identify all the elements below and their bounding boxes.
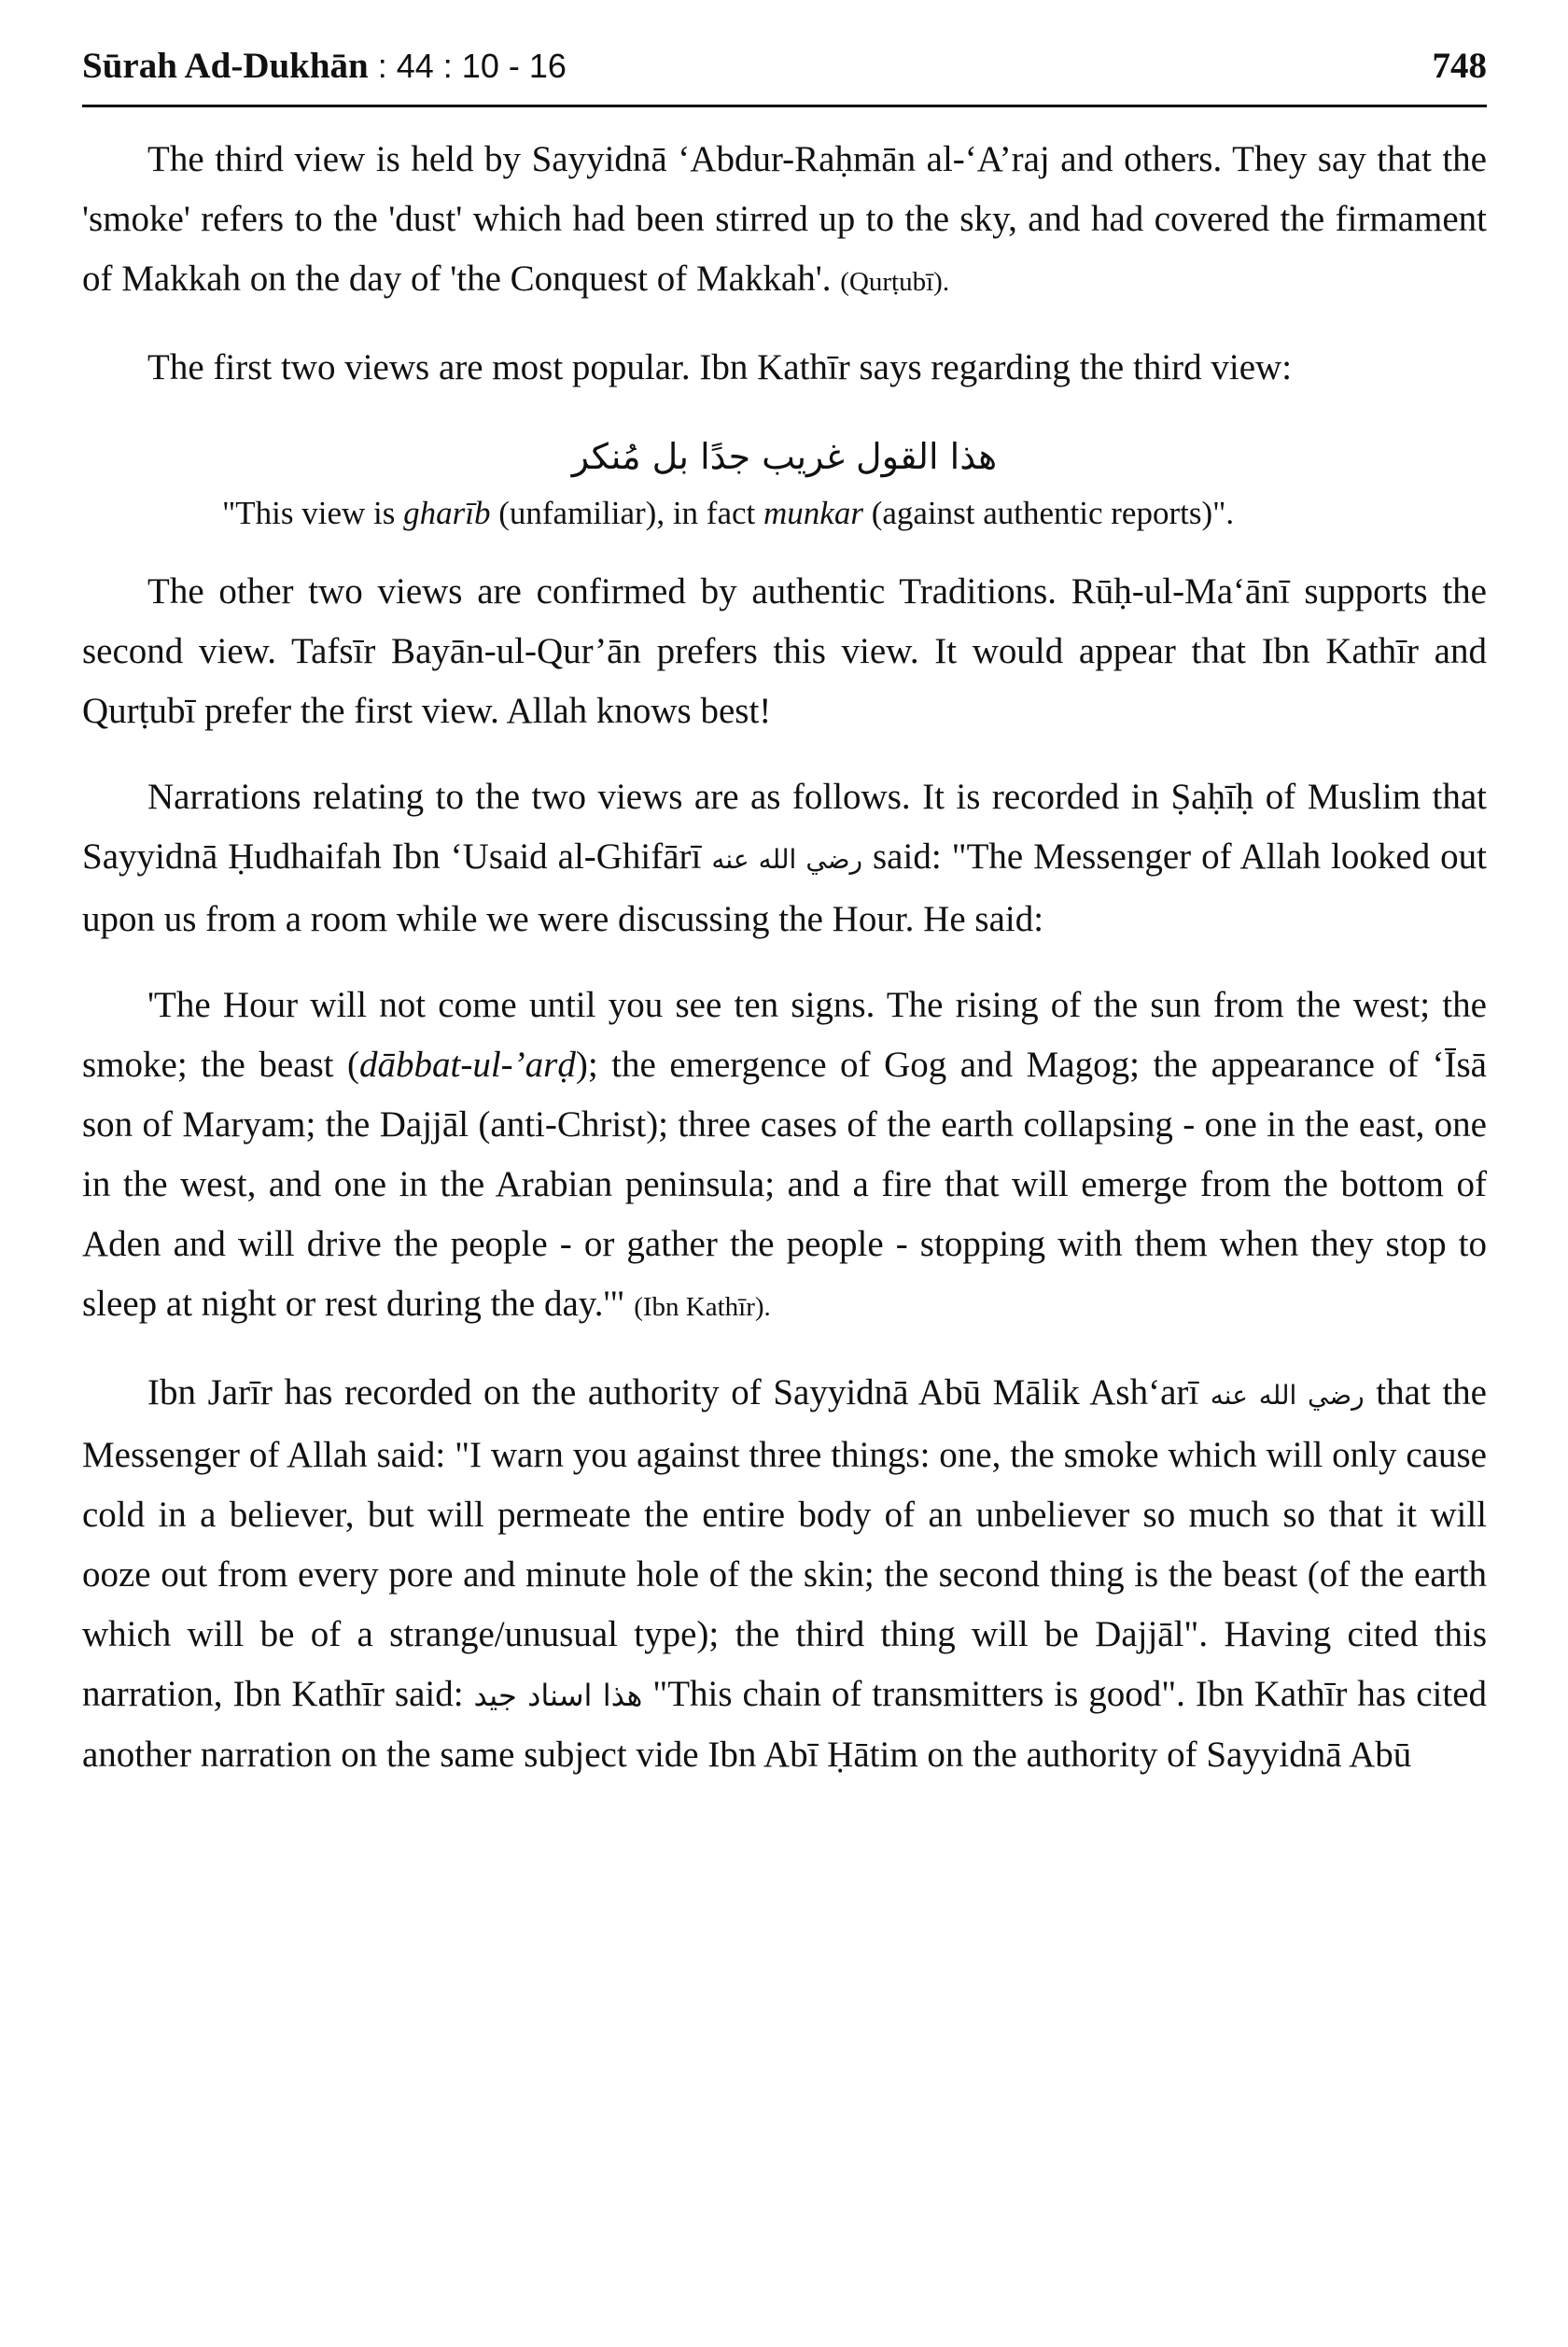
paragraph-narrations xyxy=(82,767,1487,949)
paragraph-ibn-jarir xyxy=(82,1363,1487,1785)
quote-text: "This view is xyxy=(222,495,404,531)
header-title xyxy=(82,45,567,87)
page-number: 748 xyxy=(1432,46,1487,86)
paragraph-text: that the Messenger of Allah said: "I warn you against three things: one, the smoke which will only cause cold in a believer, but will permeate the entire body of an unbeliever so much so that it will ooze out from every pore and minute hole of the skin; the second thing is the beast (of the earth which will be of a strange/unusual type); the third thing will be Dajjāl". Having cited this narration, Ibn Kathīr said: xyxy=(82,1372,1487,1714)
surah-reference: : 44 : 10 - 16 xyxy=(368,47,567,85)
paragraph-other-views xyxy=(82,562,1487,741)
quote-text: (unfamiliar), in fact xyxy=(490,495,764,531)
paragraph-hadith-ten-signs xyxy=(82,976,1487,1337)
paragraph-popular-views xyxy=(82,338,1487,398)
term-dabbat: dābbat-ul-’arḍ xyxy=(359,1045,576,1085)
quotation-translation xyxy=(222,489,1347,538)
book-page xyxy=(82,45,1487,1811)
honorific-symbol: رضي الله عنه xyxy=(711,844,863,875)
arabic-quotation: هذا القول غريب جدًا بل مُنكر xyxy=(571,436,998,477)
running-header xyxy=(82,45,1487,107)
paragraph-text: Ibn Jarīr has recorded on the authority of Sayyidnā Abū Mālik Ash‘arī xyxy=(147,1372,1211,1412)
citation: (Qurṭubī). xyxy=(840,267,950,297)
paragraph-text: 'The Hour will not come until you see ten signs. The rising of the sun from the west; the smoke; the beast ( xyxy=(82,985,1487,1085)
honorific-symbol: رضي الله عنه xyxy=(1210,1380,1365,1411)
quote-text: (against authentic reports)". xyxy=(862,495,1235,531)
paragraph-text: "This chain of transmitters is good". Ibn Kathīr has cited another narration on the same subject vide Ibn Abī Ḥātim on the authority of Sayyidnā Abū xyxy=(82,1674,1488,1775)
paragraph-text: Narrations relating to the two views are as follows. It is recorded in Ṣaḥīḥ of Muslim that Sayyidnā Ḥudhaifah Ibn ‘Usaid al-Ghifārī xyxy=(82,777,1487,877)
quote-term-gharib: gharīb xyxy=(403,495,491,531)
arabic-inline-phrase: هذا اسناد جيد xyxy=(473,1678,643,1713)
paragraph-text: said: "The Messenger of Allah looked out upon us from a room while we were discussing the Hour. He said: xyxy=(82,836,1488,939)
paragraph-text: The other two views are confirmed by authentic Traditions. Rūḥ-ul-Ma‘ānī supports the second view. Tafsīr Bayān-ul-Qur’ān prefers this view. It would appear that Ibn Kathīr and Qurṭubī prefer the first view. Allah knows best! xyxy=(82,571,1487,731)
paragraph-text: The first two views are most popular. Ibn Kathīr says regarding the third view: xyxy=(147,347,1293,387)
page-body xyxy=(82,130,1487,1785)
paragraph-text: ); the emergence of Gog and Magog; the appearance of ‘Īsā son of Maryam; the Dajjāl (anti-Christ); three cases of the earth collapsing - one in the east, one in the west, and one in the Arabian peninsula; and a fire that will emerge from the bottom of Aden and will drive the people - or gather the people - stopping with them when they stop to sleep at night or rest during the day.'" xyxy=(82,1045,1487,1324)
quote-term-munkar: munkar xyxy=(763,495,863,531)
paragraph-text: The third view is held by Sayyidnā ‘Abdur-Raḥmān al-‘A’raj and others. They say that the 'smoke' refers to the 'dust' which had been stirred up to the sky, and had covered the firmament of Makkah on the day of 'the Conquest of Makkah'. xyxy=(82,139,1487,299)
surah-title: Sūrah Ad-Dukhān xyxy=(82,46,369,86)
paragraph-third-view xyxy=(82,130,1487,312)
citation: (Ibn Kathīr). xyxy=(634,1292,771,1322)
